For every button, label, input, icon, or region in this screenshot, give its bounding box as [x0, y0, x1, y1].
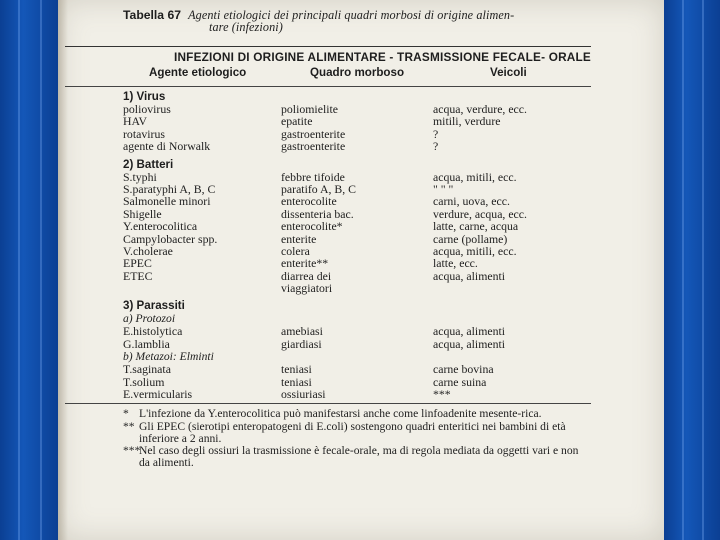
table-title-line1: Agenti etiologici dei principali quadri morbosi di origine alimen- [188, 8, 515, 22]
header-disease: Quadro morboso [310, 66, 405, 79]
cell-agent: EPEC [123, 256, 152, 271]
table-label: Tabella 67 [123, 8, 182, 22]
subgroup-title: a) Protozoi [123, 312, 176, 326]
cell-disease: paratifo A, B, C [281, 181, 357, 196]
footnote-text: L'infezione da Y.enterocolitica può manifestarsi anche come linfoadenite mesente-rica. [139, 407, 542, 421]
cell-vehicle: carne suina [433, 374, 487, 389]
cell-disease: ossiuriasi [281, 387, 326, 402]
cell-disease: diarrea dei [281, 268, 332, 283]
cell-vehicle: acqua, alimenti [433, 336, 506, 351]
cell-agent: Campylobacter spp. [123, 231, 218, 246]
cell-agent: Salmonelle minori [123, 194, 211, 209]
cell-vehicle: *** [433, 387, 451, 402]
cell-agent: Y.enterocolitica [123, 219, 198, 234]
header-rule [65, 86, 591, 87]
top-rule [65, 46, 591, 47]
background-stripe [702, 0, 704, 540]
table-document [65, 9, 591, 469]
footnote-mark: *** [123, 444, 141, 458]
background-stripe [18, 0, 20, 540]
table-row [65, 220, 591, 232]
column-headers [65, 66, 591, 82]
table-row [65, 257, 591, 269]
cell-disease: teniasi [281, 374, 312, 389]
group-title: 2) Batteri [123, 157, 174, 171]
cell-agent: ETEC [123, 268, 153, 283]
table-row [65, 338, 591, 350]
cell-disease: enterite [281, 231, 317, 246]
cell-agent: G.lamblia [123, 336, 170, 351]
cell-vehicle: carni, uova, ecc. [433, 194, 510, 209]
table-row [65, 115, 591, 127]
cell-agent: rotavirus [123, 126, 165, 141]
cell-vehicle: verdure, acqua, ecc. [433, 206, 527, 221]
cell-vehicle: " " " [433, 181, 454, 196]
cell-agent: S.paratyphi A, B, C [123, 181, 216, 196]
cell-agent: poliovirus [123, 102, 171, 116]
cell-disease: epatite [281, 114, 313, 129]
cell-vehicle: acqua, alimenti [433, 324, 506, 339]
cell-disease: amebiasi [281, 324, 323, 339]
cell-vehicle: acqua, alimenti [433, 268, 506, 283]
cell-disease: teniasi [281, 362, 312, 377]
cell-agent: S.typhi [123, 169, 157, 184]
cell-vehicle: latte, carne, acqua [433, 219, 519, 234]
cell-disease: enterocolite* [281, 219, 343, 234]
cell-vehicle: acqua, verdure, ecc. [433, 102, 527, 116]
section-title: INFEZIONI DI ORIGINE ALIMENTARE - TRASMISSIONE FECALE- ORALE [173, 50, 591, 64]
cell-disease: gastroenterite [281, 139, 346, 154]
subgroup-title: b) Metazoi: Elminti [123, 350, 214, 364]
group-title: 3) Parassiti [123, 299, 185, 313]
header-vehicle: Veicoli [490, 66, 527, 79]
table-row [65, 282, 591, 294]
table-row [65, 388, 591, 400]
cell-vehicle: mitili, verdure [433, 114, 501, 129]
cell-disease: gastroenterite [281, 126, 346, 141]
table-row [65, 363, 591, 375]
cell-disease: viaggiatori [281, 281, 333, 296]
cell-vehicle: acqua, mitili, ecc. [433, 243, 517, 258]
cell-agent: T.saginata [123, 362, 171, 377]
cell-vehicle: ? [433, 139, 439, 154]
cell-agent: HAV [123, 114, 148, 129]
slide-background-right [664, 0, 720, 540]
footnote [65, 421, 591, 445]
table-row [65, 325, 591, 337]
cell-agent: T.solium [123, 374, 165, 389]
table-title-line2: tare (infezioni) [209, 20, 283, 34]
table-caption [123, 9, 591, 33]
cell-disease: colera [281, 243, 310, 258]
footnotes [65, 408, 591, 469]
cell-vehicle: acqua, mitili, ecc. [433, 169, 517, 184]
cell-agent: E.vermicularis [123, 387, 193, 402]
table-row [65, 140, 591, 152]
cell-vehicle: latte, ecc. [433, 256, 478, 271]
cell-agent: Shigelle [123, 206, 162, 221]
cell-agent: E.histolytica [123, 324, 183, 339]
cell-vehicle: carne (pollame) [433, 231, 508, 246]
table-row [65, 195, 591, 207]
header-agent: Agente etiologico [149, 66, 247, 79]
group-title: 1) Virus [123, 90, 166, 103]
footnote-mark: * [123, 407, 129, 421]
cell-disease: dissenteria bac. [281, 206, 354, 221]
slide-background-left [0, 0, 58, 540]
footnote-text: Nel caso degli ossiuri la trasmissione è fecale-orale, ma di regola mediata da oggetti vari e non da alimenti. [139, 444, 579, 470]
cell-disease: poliomielite [281, 102, 339, 116]
cell-disease: febbre tifoide [281, 169, 345, 184]
cell-vehicle: carne bovina [433, 362, 494, 377]
cell-disease: enterocolite [281, 194, 337, 209]
cell-disease: giardiasi [281, 336, 322, 351]
cell-disease: enterite** [281, 256, 329, 271]
footnote-mark: ** [123, 419, 135, 433]
bottom-rule [65, 403, 591, 404]
background-stripe [40, 0, 42, 540]
footnote-text: Gli EPEC (sierotipi enteropatogeni di E.coli) sostengono quadri enteritici nei bambini di età inferiore a 2 anni. [139, 419, 566, 445]
cell-agent: V.cholerae [123, 243, 173, 258]
table-body [65, 90, 591, 400]
background-stripe [682, 0, 684, 540]
cell-vehicle: ? [433, 126, 439, 141]
footnote [65, 445, 591, 469]
cell-agent: agente di Norwalk [123, 139, 211, 154]
